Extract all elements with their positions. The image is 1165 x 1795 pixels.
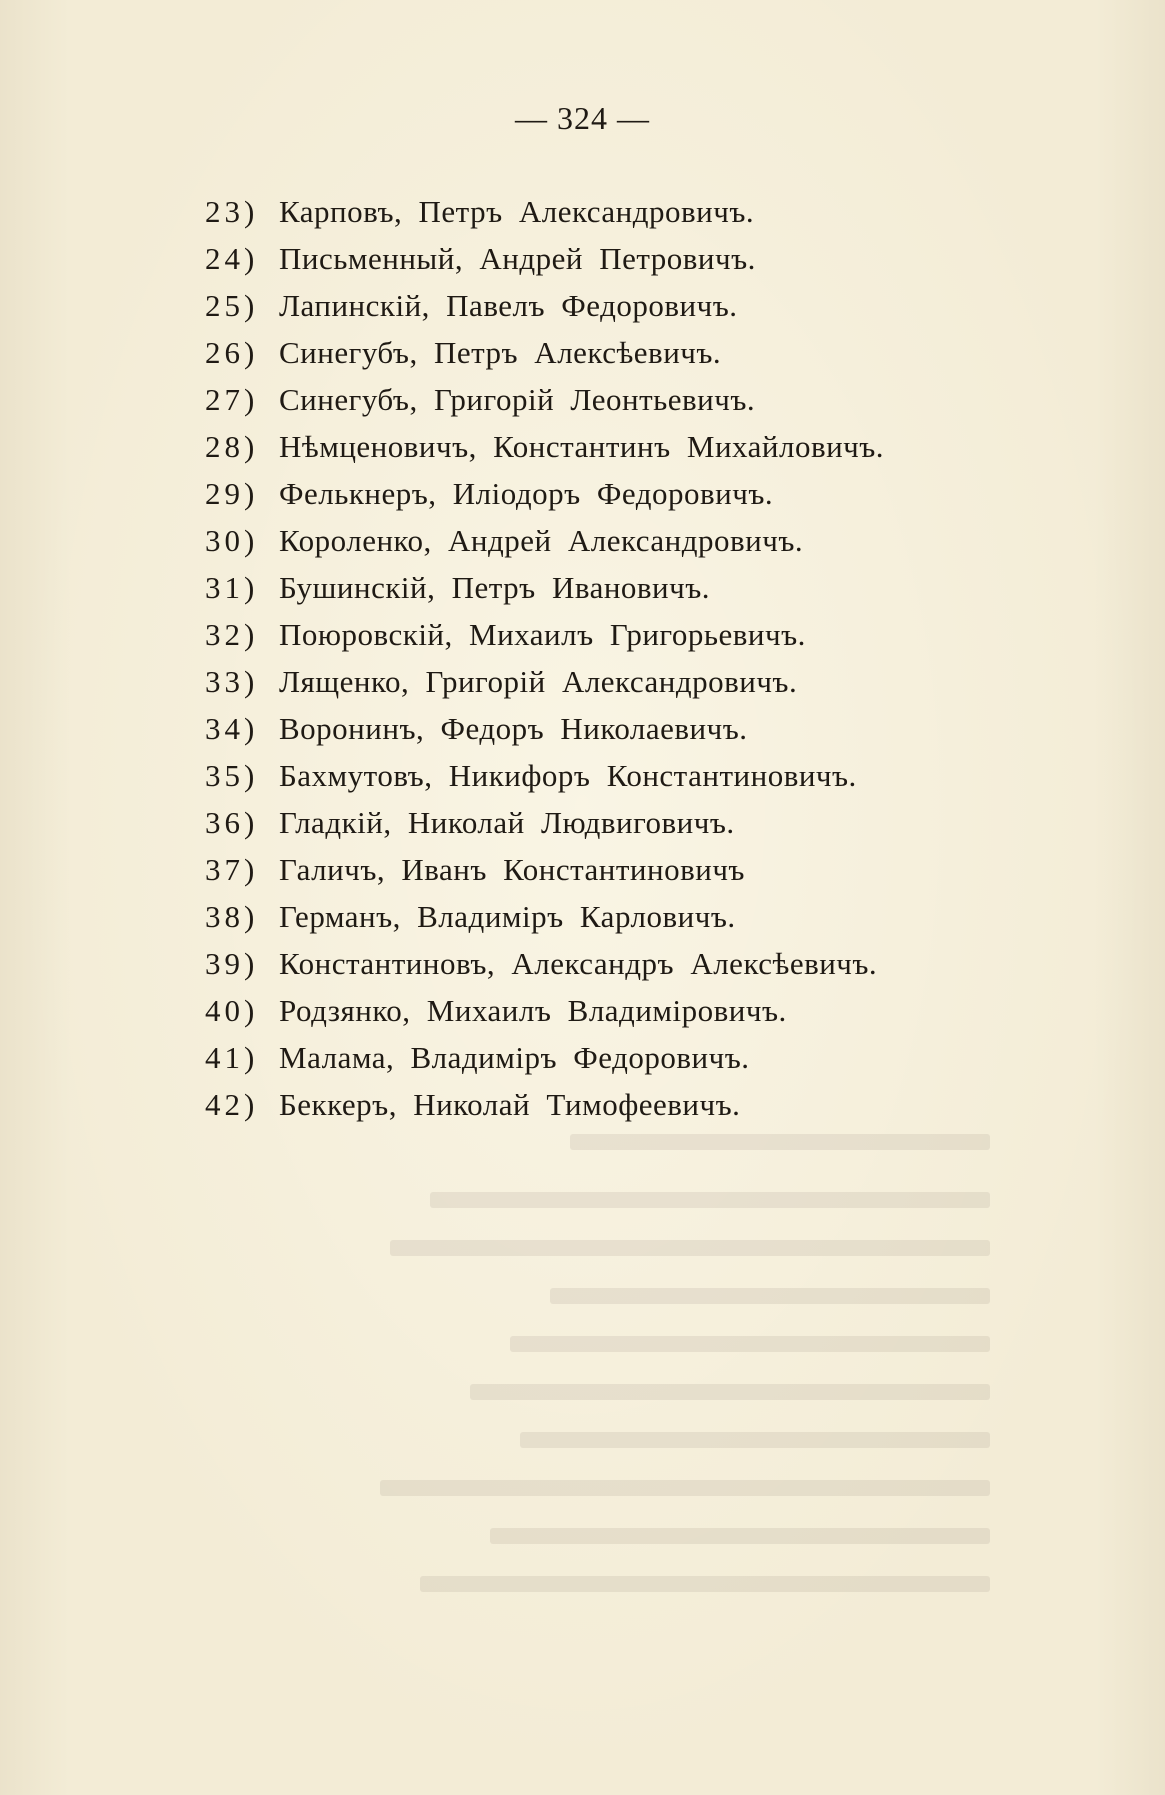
list-item [205, 564, 1105, 611]
entry-number: 28) [205, 429, 259, 464]
entry-number: 39) [205, 946, 259, 981]
list-item [205, 235, 1105, 282]
entry-number: 33) [205, 664, 259, 699]
entry-name: Синегубъ, Григорій Леонтьевичъ. [279, 382, 756, 417]
list-item [205, 752, 1105, 799]
entry-number: 23) [205, 194, 259, 229]
entry-name: Константиновъ, Александръ Алексѣевичъ. [279, 946, 878, 981]
list-item [205, 658, 1105, 705]
entry-number: 42) [205, 1087, 259, 1122]
entry-number: 30) [205, 523, 259, 558]
list-item [205, 799, 1105, 846]
bleed-through-texture [270, 1118, 990, 1608]
entry-name: Малама, Владиміръ Федоровичъ. [279, 1040, 750, 1075]
entry-name: Лященко, Григорій Александровичъ. [279, 664, 798, 699]
list-item [205, 423, 1105, 470]
name-list [205, 188, 1105, 1128]
page-number: — 324 — [515, 100, 650, 136]
list-item [205, 940, 1105, 987]
entry-name: Синегубъ, Петръ Алексѣевичъ. [279, 335, 722, 370]
entry-name: Гладкій, Николай Людвиговичъ. [279, 805, 735, 840]
list-item [205, 282, 1105, 329]
entry-number: 24) [205, 241, 259, 276]
entry-name: Бушинскій, Петръ Ивановичъ. [279, 570, 711, 605]
entry-number: 29) [205, 476, 259, 511]
entry-number: 40) [205, 993, 259, 1028]
entry-name: Воронинъ, Федоръ Николаевичъ. [279, 711, 748, 746]
list-item [205, 1034, 1105, 1081]
list-item [205, 705, 1105, 752]
entry-number: 25) [205, 288, 259, 323]
entry-name: Бахмутовъ, Никифоръ Константиновичъ. [279, 758, 857, 793]
entry-number: 27) [205, 382, 259, 417]
entry-number: 36) [205, 805, 259, 840]
entry-name: Нѣмценовичъ, Константинъ Михайловичъ. [279, 429, 885, 464]
entry-name: Галичъ, Иванъ Константиновичъ [279, 852, 745, 887]
entry-number: 26) [205, 335, 259, 370]
entry-number: 35) [205, 758, 259, 793]
list-item [205, 188, 1105, 235]
entry-number: 38) [205, 899, 259, 934]
entry-name: Лапинскій, Павелъ Федоровичъ. [279, 288, 738, 323]
entry-number: 32) [205, 617, 259, 652]
entry-number: 34) [205, 711, 259, 746]
entry-number: 37) [205, 852, 259, 887]
entry-name: Родзянко, Михаилъ Владиміровичъ. [279, 993, 787, 1028]
entry-name: Карповъ, Петръ Александровичъ. [279, 194, 755, 229]
list-item [205, 517, 1105, 564]
entry-name: Короленко, Андрей Александровичъ. [279, 523, 804, 558]
entry-name: Поюровскій, Михаилъ Григорьевичъ. [279, 617, 806, 652]
entry-number: 31) [205, 570, 259, 605]
list-item [205, 470, 1105, 517]
list-item [205, 893, 1105, 940]
entry-name: Фелькнеръ, Иліодоръ Федоровичъ. [279, 476, 774, 511]
list-item [205, 846, 1105, 893]
list-item [205, 987, 1105, 1034]
entry-name: Германъ, Владиміръ Карловичъ. [279, 899, 736, 934]
entry-number: 41) [205, 1040, 259, 1075]
list-item [205, 376, 1105, 423]
list-item [205, 611, 1105, 658]
entry-name: Беккеръ, Николай Тимофеевичъ. [279, 1087, 741, 1122]
list-item [205, 329, 1105, 376]
list-item [205, 1081, 1105, 1128]
entry-name: Письменный, Андрей Петровичъ. [279, 241, 756, 276]
